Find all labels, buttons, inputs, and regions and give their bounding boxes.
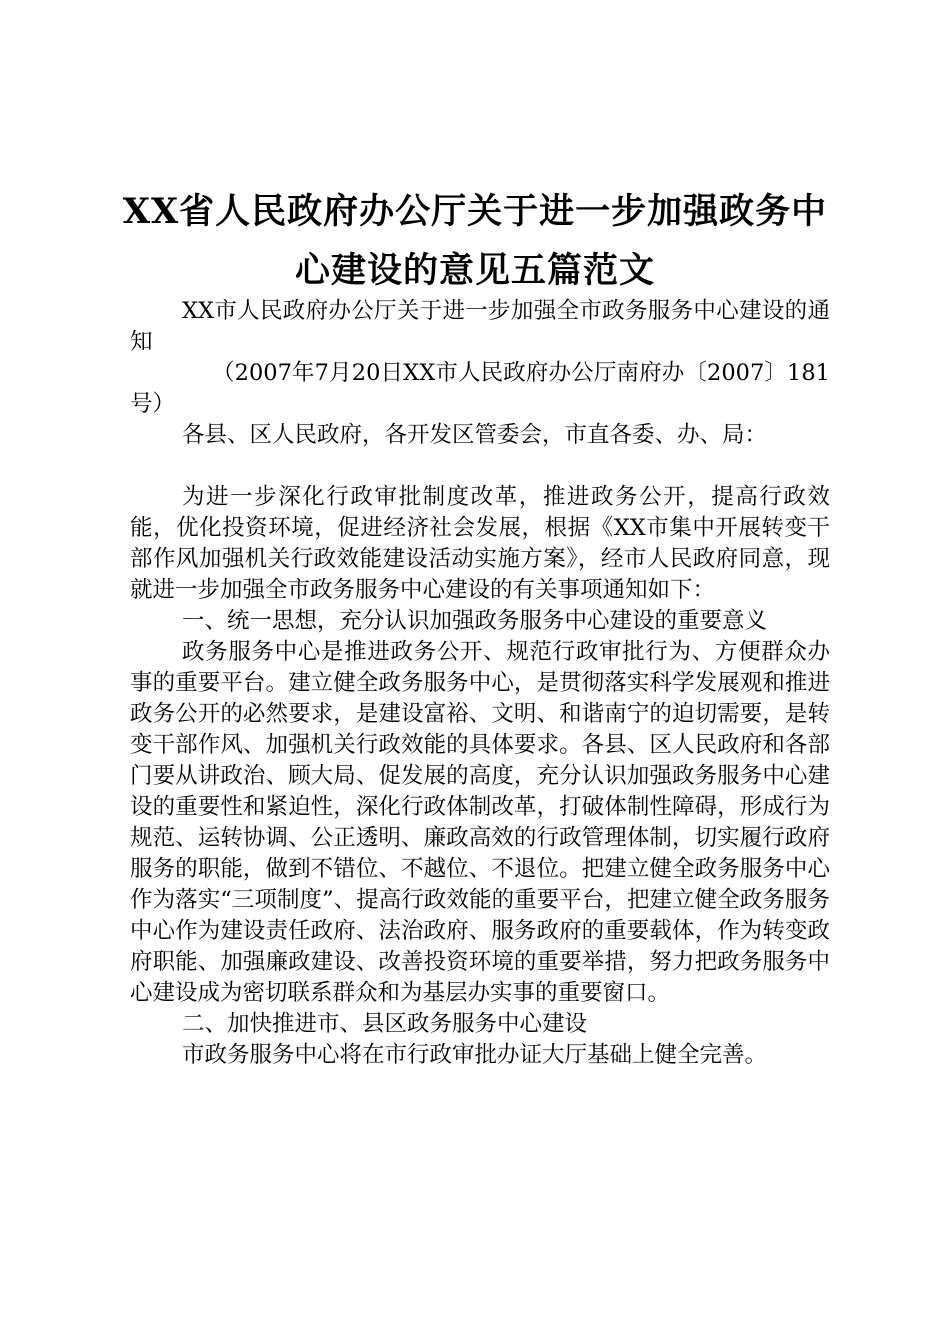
paragraph-intro: 为进一步深化行政审批制度改革，推进政务公开，提高行政效能，优化投资环境，促进经济社会发展，根据《XX市集中开展转变干部作风加强机关行政效能建设活动实施方案》，经市人民政府同意，现就进一步加强全市政务服务中心建设的有关事项通知如下： bbox=[130, 484, 830, 603]
paragraph-section-1: 政务服务中心是推进政务公开、规范行政审批行为、方便群众办事的重要平台。建立健全政务服务中心，是贯彻落实科学发展观和推进政务公开的必然要求，是建设富裕、文明、和谐南宁的迫切需要，是转变干部作风、加强机关行政效能的具体要求。各县、区人民政府和各部门要从讲政治、顾大局、促发展的高度，充分认识加强政务服务中心建设的重要性和紧迫性，深化行政体制改革，打破体制性障碍，形成行为规范、运转协调、公正透明、廉政高效的行政管理体制，切实履行政府服务的职能，做到不错位、不越位、不退位。把建立健全政务服务中心作为落实“三项制度”、提高行政效能的重要平台，把建立健全政务服务中心作为建设责任政府、法治政府、服务政府的重要载体，作为转变政府职能、加强廉政建设、改善投资环境的重要举措，努力把政务服务中心建设成为密切联系群众和为基层办实事的重要窗口。 bbox=[130, 639, 830, 1006]
document-title-line-1: XX省人民政府办公厅关于进一步加强政务中 bbox=[122, 191, 828, 232]
section-heading-2: 二、加快推进市、县区政务服务中心建设 bbox=[182, 1011, 588, 1037]
paragraph-section-2: 市政务服务中心将在市行政审批办证大厅基础上健全完善。 bbox=[182, 1042, 768, 1068]
notice-date-reference: （2007年7月20日XX市人民政府办公厅南府办〔2007〕181号） bbox=[130, 360, 830, 417]
notice-recipients: 各县、区人民政府，各开发区管委会，市直各委、办、局： bbox=[182, 422, 768, 448]
notice-heading: XX市人民政府办公厅关于进一步加强全市政务服务中心建设的通知 bbox=[130, 298, 830, 355]
document-body bbox=[130, 296, 830, 1071]
section-heading-1: 一、统一思想，充分认识加强政务服务中心建设的重要意义 bbox=[182, 608, 768, 634]
document-title-line-2: 心建设的意见五篇范文 bbox=[294, 250, 655, 291]
